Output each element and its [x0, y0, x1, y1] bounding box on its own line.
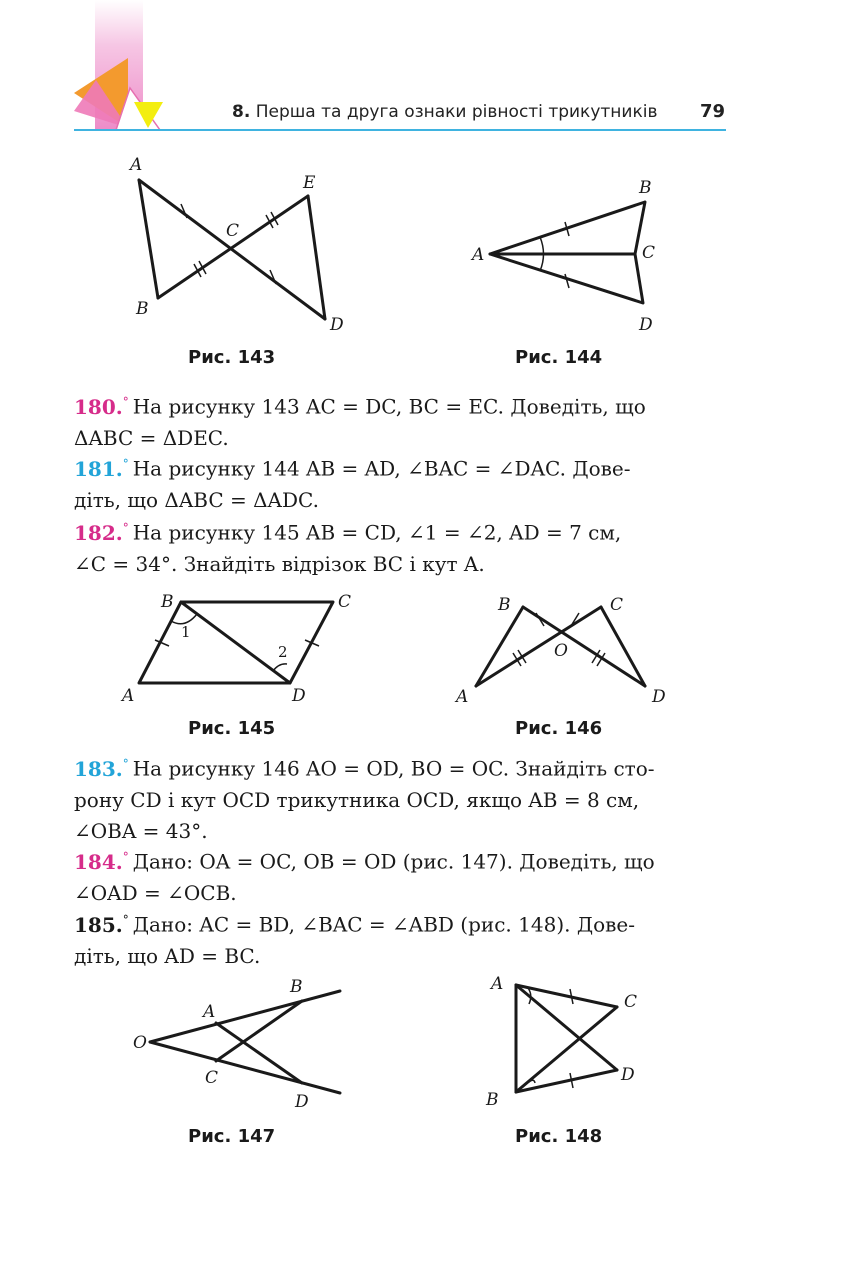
figure-148 [480, 965, 670, 1115]
fig144-label-a: A [472, 245, 485, 265]
problem-text-line: ∠OBA = 43°. [74, 818, 208, 843]
problem-text-line: рону CD і кут OCD трикутника OCD, якщо AB = 8 см, [74, 787, 640, 812]
fig146-label-d: D [652, 687, 666, 707]
section-title-text: Перша та друга ознаки рівності трикутників [255, 102, 658, 122]
fig143-label-a: A [130, 155, 143, 175]
problem-185 [74, 905, 726, 972]
fig145-angle-1: 1 [181, 623, 191, 641]
section-title [232, 102, 657, 122]
fig145-label-d: D [292, 686, 306, 706]
fig143-label-b: B [136, 299, 149, 319]
fig144-label-b: B [639, 178, 652, 198]
fig143-label-d: D [330, 315, 344, 335]
fig145-label-c: C [338, 592, 352, 612]
fig147-label-o: O [133, 1033, 147, 1053]
problem-183 [74, 749, 726, 847]
problem-text-line: Дано: OA = OC, OB = OD (рис. 147). Доведіть, що [132, 849, 655, 874]
problem-number: 180.° [74, 394, 129, 419]
problem-text-line: На рисунку 145 AB = CD, ∠1 = ∠2, AD = 7 см, [132, 520, 622, 545]
fig144-caption: Рис. 144 [515, 347, 603, 368]
problem-180 [74, 387, 726, 454]
fig143-label-c: C [226, 221, 240, 241]
figure-145 [115, 585, 365, 710]
fig143-caption: Рис. 143 [188, 347, 276, 368]
figure-144 [465, 170, 685, 340]
problem-text-line: На рисунку 143 AC = DC, BC = EC. Доведіть, що [132, 394, 646, 419]
fig147-caption: Рис. 147 [188, 1126, 276, 1147]
problem-text-line: ∠OAD = ∠OCB. [74, 880, 237, 905]
fig147-label-c: C [205, 1068, 219, 1088]
header-rule [74, 129, 726, 131]
problem-number: 183.° [74, 756, 129, 781]
fig145-label-a: A [122, 686, 135, 706]
fig147-label-d: D [295, 1092, 309, 1112]
fig144-label-d: D [639, 315, 653, 335]
problem-text-line: ΔABC = ΔDEC. [74, 425, 229, 450]
corner-triangles-icon [70, 55, 170, 135]
problem-text-line: Дано: AC = BD, ∠BAC = ∠ABD (рис. 148). Дове- [132, 912, 635, 937]
section-number: 8. [232, 102, 251, 122]
fig145-angle-2: 2 [278, 643, 288, 661]
fig146-label-a: A [456, 687, 469, 707]
fig143-label-e: E [303, 173, 316, 193]
fig146-label-o: O [554, 641, 568, 661]
fig148-caption: Рис. 148 [515, 1126, 603, 1147]
fig147-label-a: A [203, 1002, 216, 1022]
fig145-label-b: B [161, 592, 174, 612]
figure-143 [110, 150, 370, 340]
fig148-label-b: B [486, 1090, 499, 1110]
fig146-caption: Рис. 146 [515, 718, 603, 739]
problem-181 [74, 449, 726, 516]
fig146-label-b: B [498, 595, 511, 615]
figure-146 [450, 590, 680, 715]
fig144-label-c: C [642, 243, 656, 263]
page-number: 79 [700, 101, 726, 122]
figure-147 [130, 970, 360, 1115]
problem-text-line: діть, що AD = BC. [74, 943, 261, 968]
problem-text-line: На рисунку 146 AO = OD, BO = OC. Знайдіть сто- [132, 756, 655, 781]
problem-number: 184.° [74, 849, 129, 874]
problem-number: 182.° [74, 520, 129, 545]
fig148-label-a: A [491, 974, 504, 994]
fig145-caption: Рис. 145 [188, 718, 276, 739]
problem-text-line: ∠C = 34°. Знайдіть відрізок BC і кут A. [74, 551, 485, 576]
problem-number: 185.° [74, 912, 129, 937]
problem-text-line: діть, що ΔABC = ΔADC. [74, 487, 319, 512]
problem-text-line: На рисунку 144 AB = AD, ∠BAC = ∠DAC. Дове- [132, 456, 631, 481]
fig148-label-c: C [624, 992, 638, 1012]
problem-number: 181.° [74, 456, 129, 481]
problem-184 [74, 842, 726, 909]
fig146-label-c: C [610, 595, 624, 615]
problem-182 [74, 513, 726, 580]
fig147-label-b: B [290, 977, 303, 997]
fig148-label-d: D [621, 1065, 635, 1085]
